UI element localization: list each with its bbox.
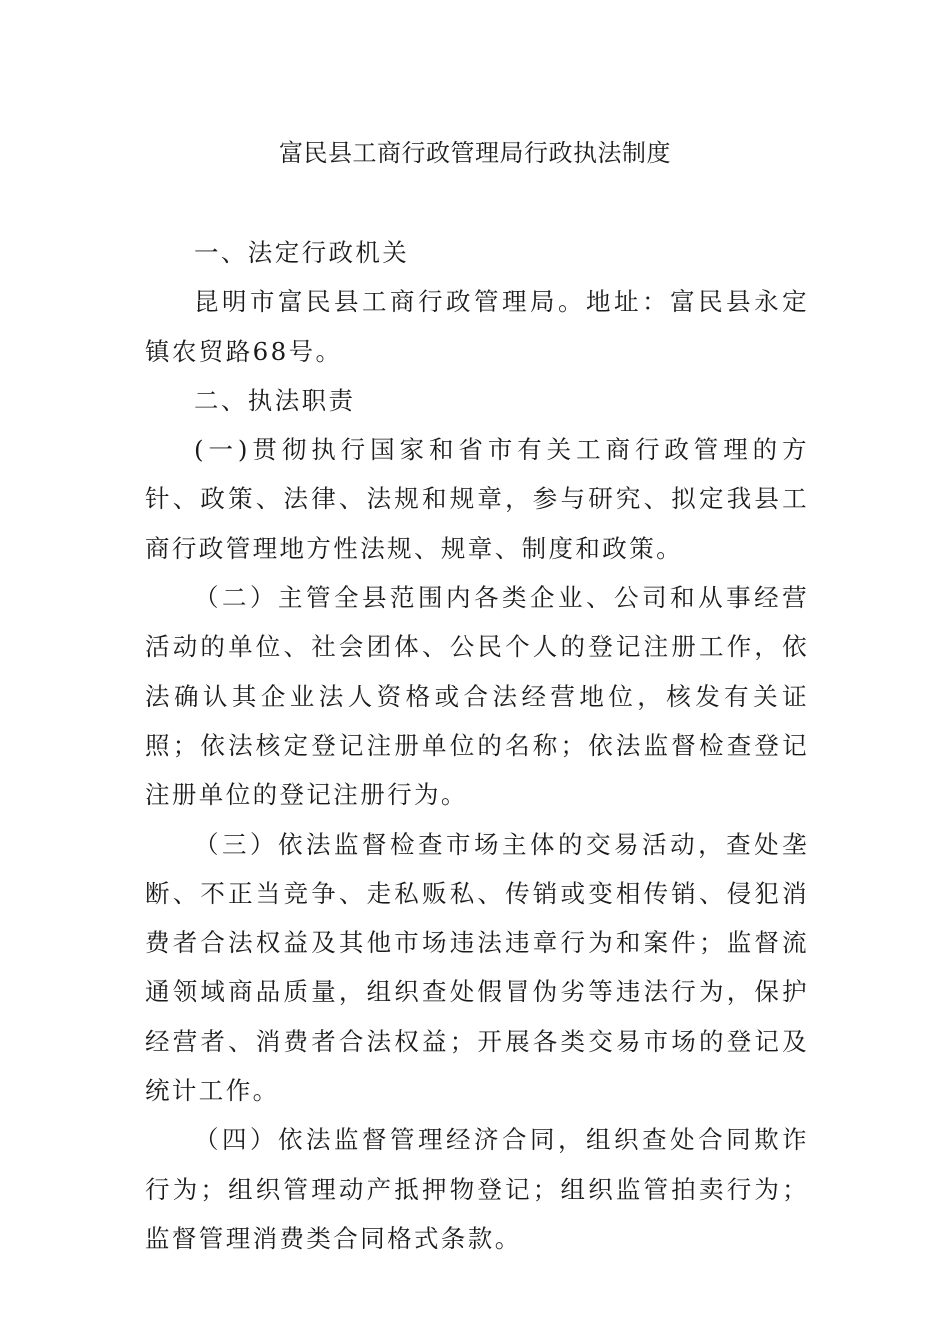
section-heading-2: 二、执法职责: [194, 385, 356, 415]
document-title: 富民县工商行政管理局行政执法制度: [279, 139, 671, 167]
paragraph-agency: 昆明市富民县工商行政管理局。地址：富民县永定镇农贸路68号。: [145, 287, 809, 366]
section-heading-1: 一、法定行政机关: [194, 238, 410, 267]
paragraph-duty-2: （二）主管全县范围内各类企业、公司和从事经营活动的单位、社会团体、公民个人的登记注册工作，依法确认其企业法人资格或合法经营地位，核发有关证照；依法核定登记注册单位的名称；依法监督检查登记注册单位的登记注册行为。: [145, 583, 809, 810]
document-body: [145, 228, 809, 1263]
paragraph-duty-1: (一)贯彻执行国家和省市有关工商行政管理的方针、政策、法律、法规和规章，参与研究、拟定我县工商行政管理地方性法规、规章、制度和政策。: [145, 435, 809, 563]
paragraph-duty-4: （四）依法监督管理经济合同，组织查处合同欺诈行为；组织管理动产抵押物登记；组织监管拍卖行为；监督管理消费类合同格式条款。: [145, 1125, 809, 1253]
paragraph-duty-3: （三）依法监督检查市场主体的交易活动，查处垄断、不正当竞争、走私贩私、传销或变相传销、侵犯消费者合法权益及其他市场违法违章行为和案件；监督流通领域商品质量，组织查处假冒伪劣等违法行为，保护经营者、消费者合法权益；开展各类交易市场的登记及统计工作。: [145, 829, 809, 1106]
